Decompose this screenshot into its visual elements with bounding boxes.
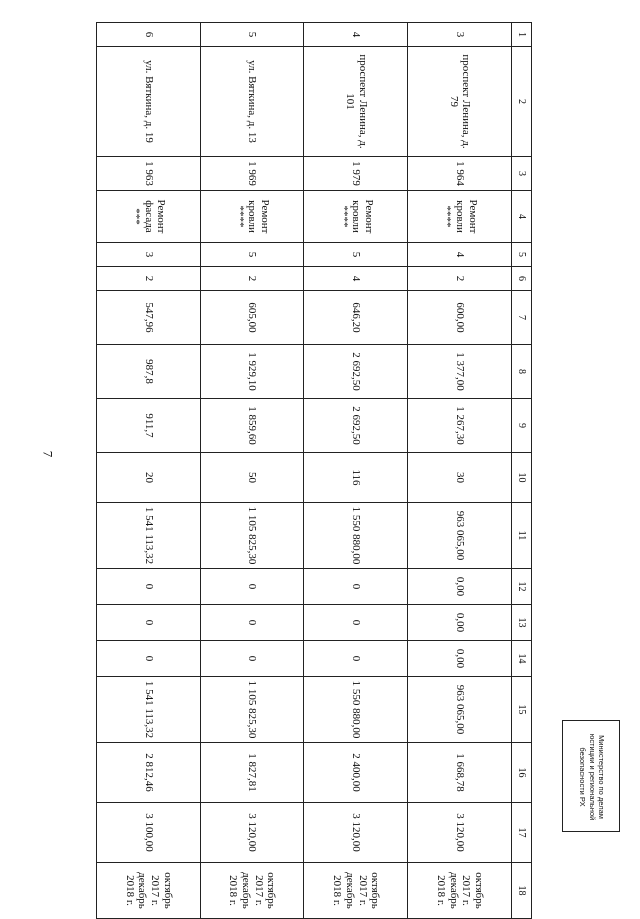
cell-c17: 3 120,00 (200, 803, 304, 863)
cell-c16: 1 827,81 (200, 743, 304, 803)
column-number: 16 (512, 743, 532, 803)
cell-c7: 605,00 (200, 291, 304, 345)
cell-year: 1 963 (97, 157, 201, 191)
column-number: 10 (512, 453, 532, 503)
cell-c8: 1 929,10 (200, 345, 304, 399)
cell-c11: 1 550 880,00 (304, 503, 408, 569)
cell-c15: 1 550 880,00 (304, 677, 408, 743)
cell-c17: 3 100,00 (97, 803, 201, 863)
cell-work: Ремонт кровли **** (200, 191, 304, 243)
cell-c9: 1 859,60 (200, 399, 304, 453)
table-row (304, 23, 408, 919)
cell-period: октябрь 2017 г. декабрь 2018 г. (408, 863, 512, 919)
cell-c11: 1 541 113,32 (97, 503, 201, 569)
column-number: 17 (512, 803, 532, 863)
table-row (97, 23, 201, 919)
cell-c7: 646,20 (304, 291, 408, 345)
cell-c5: 5 (304, 243, 408, 267)
cell-period: октябрь 2017 г. декабрь 2018 г. (97, 863, 201, 919)
cell-c14: 0 (200, 641, 304, 677)
cell-address: ул. Вяткина, д. 19 (97, 47, 201, 157)
cell-c8: 1 377,00 (408, 345, 512, 399)
column-number: 2 (512, 47, 532, 157)
cell-c10: 20 (97, 453, 201, 503)
column-number: 4 (512, 191, 532, 243)
cell-n: 6 (97, 23, 201, 47)
cell-c10: 116 (304, 453, 408, 503)
cell-c11: 1 105 825,30 (200, 503, 304, 569)
ministry-stamp (562, 720, 620, 832)
cell-c11: 963 065,00 (408, 503, 512, 569)
column-number: 6 (512, 267, 532, 291)
column-number: 8 (512, 345, 532, 399)
cell-c6: 4 (304, 267, 408, 291)
cell-c14: 0,00 (408, 641, 512, 677)
rotated-table (96, 22, 532, 909)
cell-address: проспект Ленина, д. 101 (304, 47, 408, 157)
cell-c7: 547,96 (97, 291, 201, 345)
cell-work: Ремонт фасада *** (97, 191, 201, 243)
cell-c7: 600,00 (408, 291, 512, 345)
cell-c5: 5 (200, 243, 304, 267)
table-row (408, 23, 512, 919)
column-number: 9 (512, 399, 532, 453)
header-row (512, 23, 532, 919)
column-number: 13 (512, 605, 532, 641)
cell-c9: 2 692,50 (304, 399, 408, 453)
cell-c15: 1 541 113,32 (97, 677, 201, 743)
cell-year: 1 979 (304, 157, 408, 191)
cell-period: октябрь 2017 г. декабрь 2018 г. (304, 863, 408, 919)
cell-c13: 0 (304, 605, 408, 641)
cell-c14: 0 (97, 641, 201, 677)
cell-work: Ремонт кровли **** (304, 191, 408, 243)
cell-c9: 1 267,30 (408, 399, 512, 453)
stamp-text: Министерство по делам юстиции и региональной безопасности РХ (578, 733, 607, 821)
cell-year: 1 969 (200, 157, 304, 191)
column-number: 11 (512, 503, 532, 569)
page-number: 7 (40, 450, 56, 458)
repair-schedule-table (96, 22, 532, 919)
cell-c13: 0,00 (408, 605, 512, 641)
cell-c12: 0 (97, 569, 201, 605)
cell-n: 3 (408, 23, 512, 47)
cell-c8: 2 692,50 (304, 345, 408, 399)
cell-c12: 0 (200, 569, 304, 605)
column-number: 14 (512, 641, 532, 677)
column-number: 18 (512, 863, 532, 919)
column-number: 1 (512, 23, 532, 47)
cell-c8: 987,8 (97, 345, 201, 399)
cell-work: Ремонт кровли **** (408, 191, 512, 243)
column-number: 5 (512, 243, 532, 267)
cell-n: 4 (304, 23, 408, 47)
cell-c10: 30 (408, 453, 512, 503)
cell-c5: 3 (97, 243, 201, 267)
cell-c13: 0 (200, 605, 304, 641)
cell-c5: 4 (408, 243, 512, 267)
cell-c13: 0 (97, 605, 201, 641)
cell-c6: 2 (408, 267, 512, 291)
table-row (200, 23, 304, 919)
column-number: 7 (512, 291, 532, 345)
cell-c12: 0 (304, 569, 408, 605)
cell-c6: 2 (97, 267, 201, 291)
cell-c16: 2 812,46 (97, 743, 201, 803)
column-number: 15 (512, 677, 532, 743)
cell-address: ул. Вяткина, д. 13 (200, 47, 304, 157)
cell-c9: 911,7 (97, 399, 201, 453)
cell-c16: 2 400,00 (304, 743, 408, 803)
cell-c16: 1 668,78 (408, 743, 512, 803)
cell-period: октябрь 2017 г. декабрь 2018 г. (200, 863, 304, 919)
column-number: 12 (512, 569, 532, 605)
cell-address: проспект Ленина, д. 79 (408, 47, 512, 157)
cell-c15: 963 065,00 (408, 677, 512, 743)
cell-c12: 0,00 (408, 569, 512, 605)
column-number: 3 (512, 157, 532, 191)
rotated-table-sheet (96, 22, 532, 909)
cell-c6: 2 (200, 267, 304, 291)
cell-c10: 50 (200, 453, 304, 503)
cell-c15: 1 105 825,30 (200, 677, 304, 743)
cell-n: 5 (200, 23, 304, 47)
cell-year: 1 964 (408, 157, 512, 191)
cell-c17: 3 120,00 (304, 803, 408, 863)
cell-c14: 0 (304, 641, 408, 677)
cell-c17: 3 120,00 (408, 803, 512, 863)
